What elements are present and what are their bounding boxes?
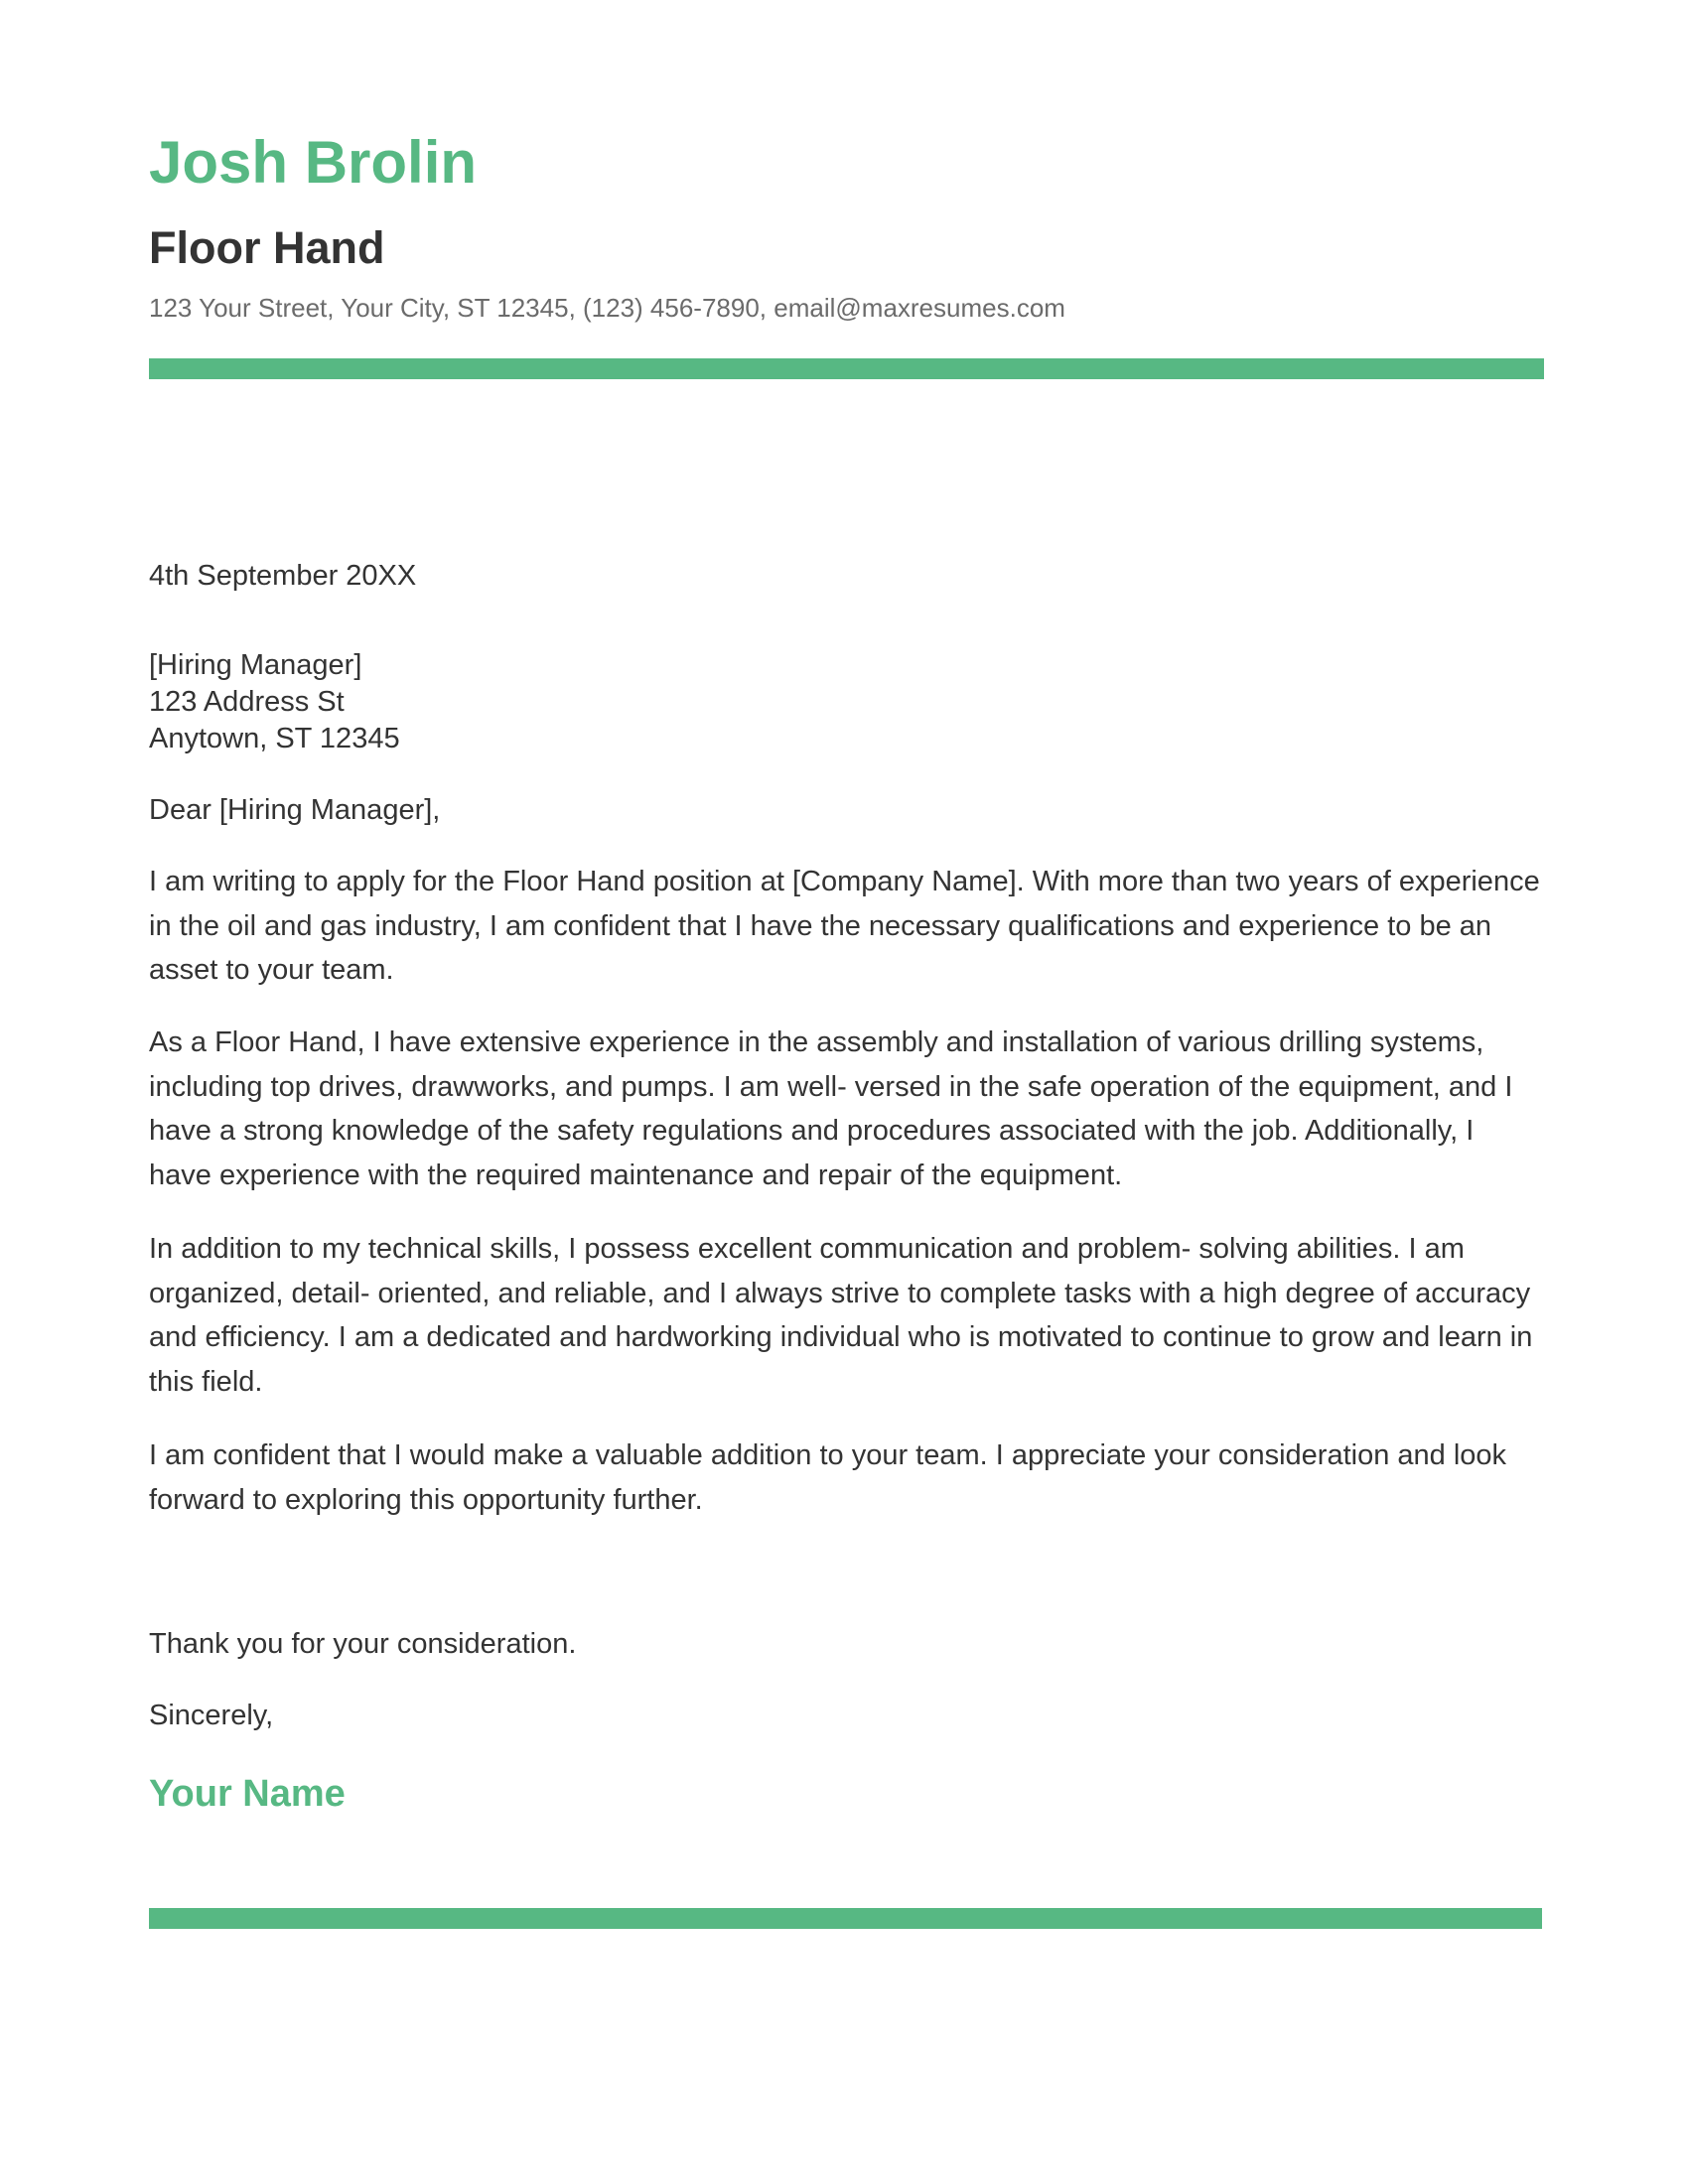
body-paragraph: I am writing to apply for the Floor Hand position at [Company Name]. With more than two years of experience in the oil and gas industry, I am confident that I have the necessary qualifications and experience to be an asset to your team.	[149, 866, 1540, 986]
closing: Sincerely,	[149, 1700, 274, 1731]
letter-date: 4th September 20XX	[149, 560, 417, 592]
recipient-name: [Hiring Manager]	[149, 649, 362, 681]
recipient-address-line1: 123 Address St	[149, 686, 345, 718]
signature-name: Your Name	[149, 1773, 346, 1815]
thanks-line: Thank you for your consideration.	[149, 1628, 577, 1660]
footer-divider	[149, 1908, 1542, 1929]
body-paragraph: I am confident that I would make a valuable addition to your team. I appreciate your consideration and look forward to exploring this opportunity further.	[149, 1439, 1507, 1516]
header-divider	[149, 358, 1544, 379]
recipient-block	[149, 647, 1544, 757]
applicant-name: Josh Brolin	[149, 129, 478, 196]
contact-info: 123 Your Street, Your City, ST 12345, (123) 456-7890, email@maxresumes.com	[149, 293, 1065, 323]
body-paragraph: In addition to my technical skills, I possess excellent communication and problem- solving abilities. I am organized, detail- oriented, and reliable, and I always strive to complete tasks with a high degree of accuracy and efficiency. I am a dedicated and hardworking individual who is motivated to continue to grow and learn in this field.	[149, 1233, 1533, 1398]
salutation: Dear [Hiring Manager],	[149, 794, 441, 826]
job-title: Floor Hand	[149, 222, 385, 273]
recipient-address-line2: Anytown, ST 12345	[149, 723, 400, 754]
body-paragraph: As a Floor Hand, I have extensive experience in the assembly and installation of various drilling systems, including top drives, drawworks, and pumps. I am well- versed in the safe operation of the equipment, and I have a strong knowledge of the safety regulations and procedures associated with the job. Additionally, I have experience with the required maintenance and repair of the equipment.	[149, 1026, 1513, 1191]
